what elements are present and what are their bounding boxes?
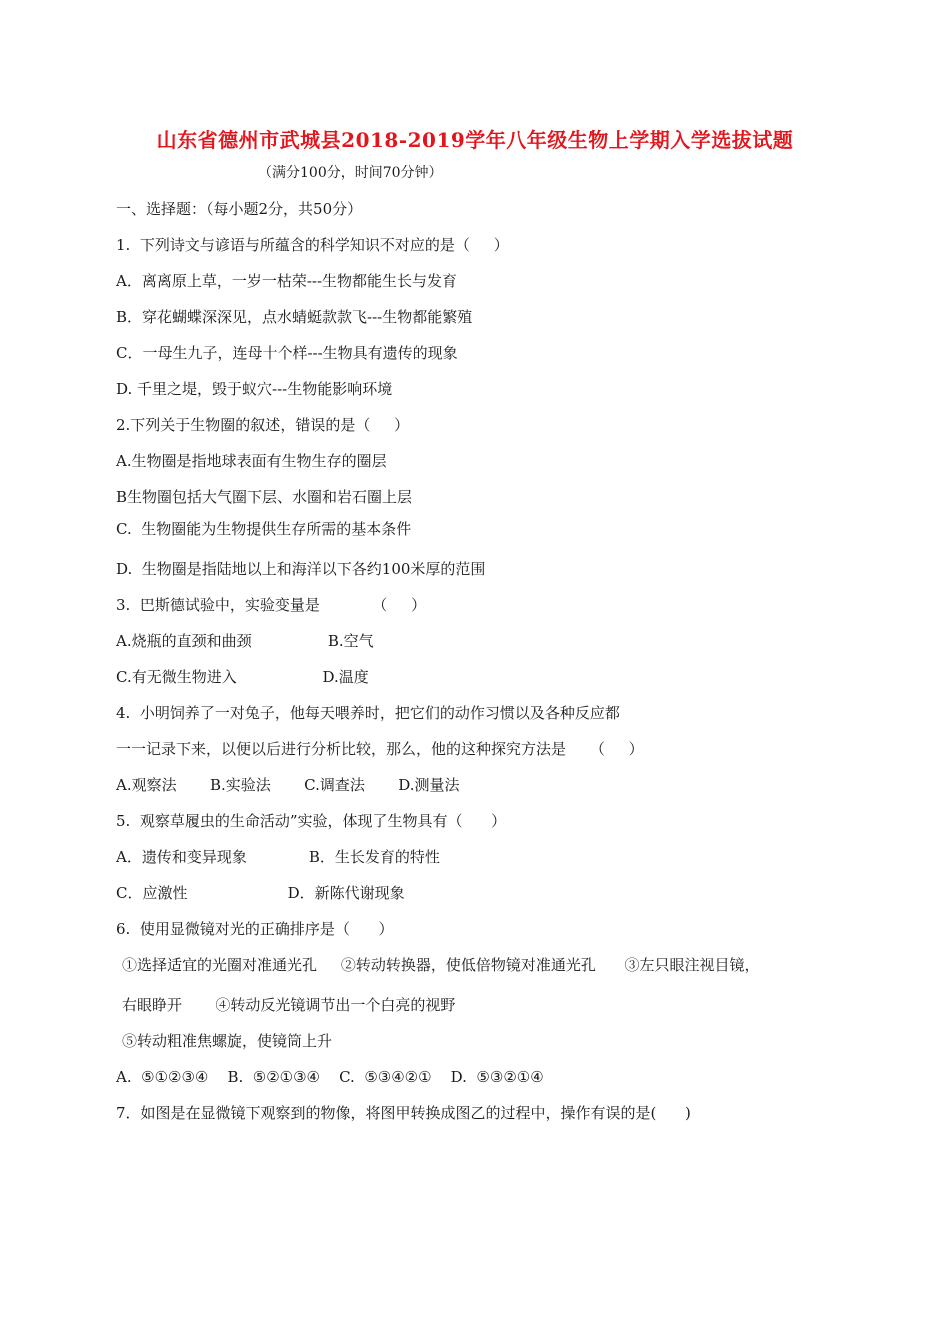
question-4-cont: 一一记录下来，以便以后进行分析比较，那么，他的这种探究方法是 （ ） [116, 740, 644, 758]
q1-option-b: B．穿花蝴蝶深深见，点水蜻蜓款款飞---生物都能繁殖 [116, 308, 473, 326]
q4-options: A.观察法 B.实验法 C.调查法 D.测量法 [116, 776, 460, 794]
q6-options: A. ⑤①②③④ B. ⑤②①③④ C. ⑤③④②① D. ⑤③②①④ [116, 1068, 544, 1086]
q5-options-cd: C．应激性 D．新陈代谢现象 [116, 884, 405, 902]
q2-option-d: D. 生物圈是指陆地以上和海洋以下各约100米厚的范围 [116, 560, 486, 578]
q2-option-c: C. 生物圈能为生物提供生存所需的基本条件 [116, 520, 412, 538]
q3-options-cd: C.有无微生物进入 D.温度 [116, 668, 369, 686]
exam-subtitle: （满分100分，时间70分钟） [258, 165, 443, 181]
question-2: 2.下列关于生物圈的叙述，错误的是（ ） [116, 416, 410, 434]
q2-option-b: B生物圈包括大气圈下层、水圈和岩石圈上层 [116, 488, 413, 506]
q1-option-c: C．一母生九子，连母十个样---生物具有遗传的现象 [116, 344, 458, 362]
question-6: 6. 使用显微镜对光的正确排序是（ ） [116, 920, 394, 938]
q6-steps-3: ⑤转动粗准焦螺旋，使镜筒上升 [122, 1032, 333, 1050]
q5-options-ab: A．遗传和变异现象 B．生长发育的特性 [116, 848, 440, 866]
question-7: 7．如图是在显微镜下观察到的物像，将图甲转换成图乙的过程中，操作有误的是( ) [116, 1104, 691, 1122]
q2-option-a: A.生物圈是指地球表面有生物生存的圈层 [116, 452, 387, 470]
question-3: 3. 巴斯德试验中，实验变量是 （ ） [116, 596, 427, 614]
page-title: 山东省德州市武城县2018-2019学年八年级生物上学期入学选拔试题 [156, 128, 794, 152]
question-5: 5. 观察草履虫的生命活动”实验，体现了生物具有（ ） [116, 812, 507, 830]
question-1: 1. 下列诗文与谚语与所蕴含的科学知识不对应的是（ ） [116, 236, 509, 254]
section-heading: 一、选择题：（每小题2分，共50分） [116, 200, 363, 218]
q3-options-ab: A.烧瓶的直颈和曲颈 B.空气 [116, 632, 374, 650]
q1-option-a: A．离离原上草，一岁一枯荣---生物都能生长与发育 [116, 272, 458, 290]
q6-steps-1: ①选择适宜的光圈对准通光孔 ②转动转换器，使低倍物镜对准通光孔 ③左只眼注视目镜， [122, 956, 760, 974]
q1-option-d: D. 千里之堤，毁于蚁穴---生物能影响环境 [116, 380, 393, 398]
question-4: 4. 小明饲养了一对兔子，他每天喂养时，把它们的动作习惯以及各种反应都 [116, 704, 620, 722]
q6-steps-2: 右眼睁开 ④转动反光镜调节出一个白亮的视野 [122, 996, 456, 1014]
